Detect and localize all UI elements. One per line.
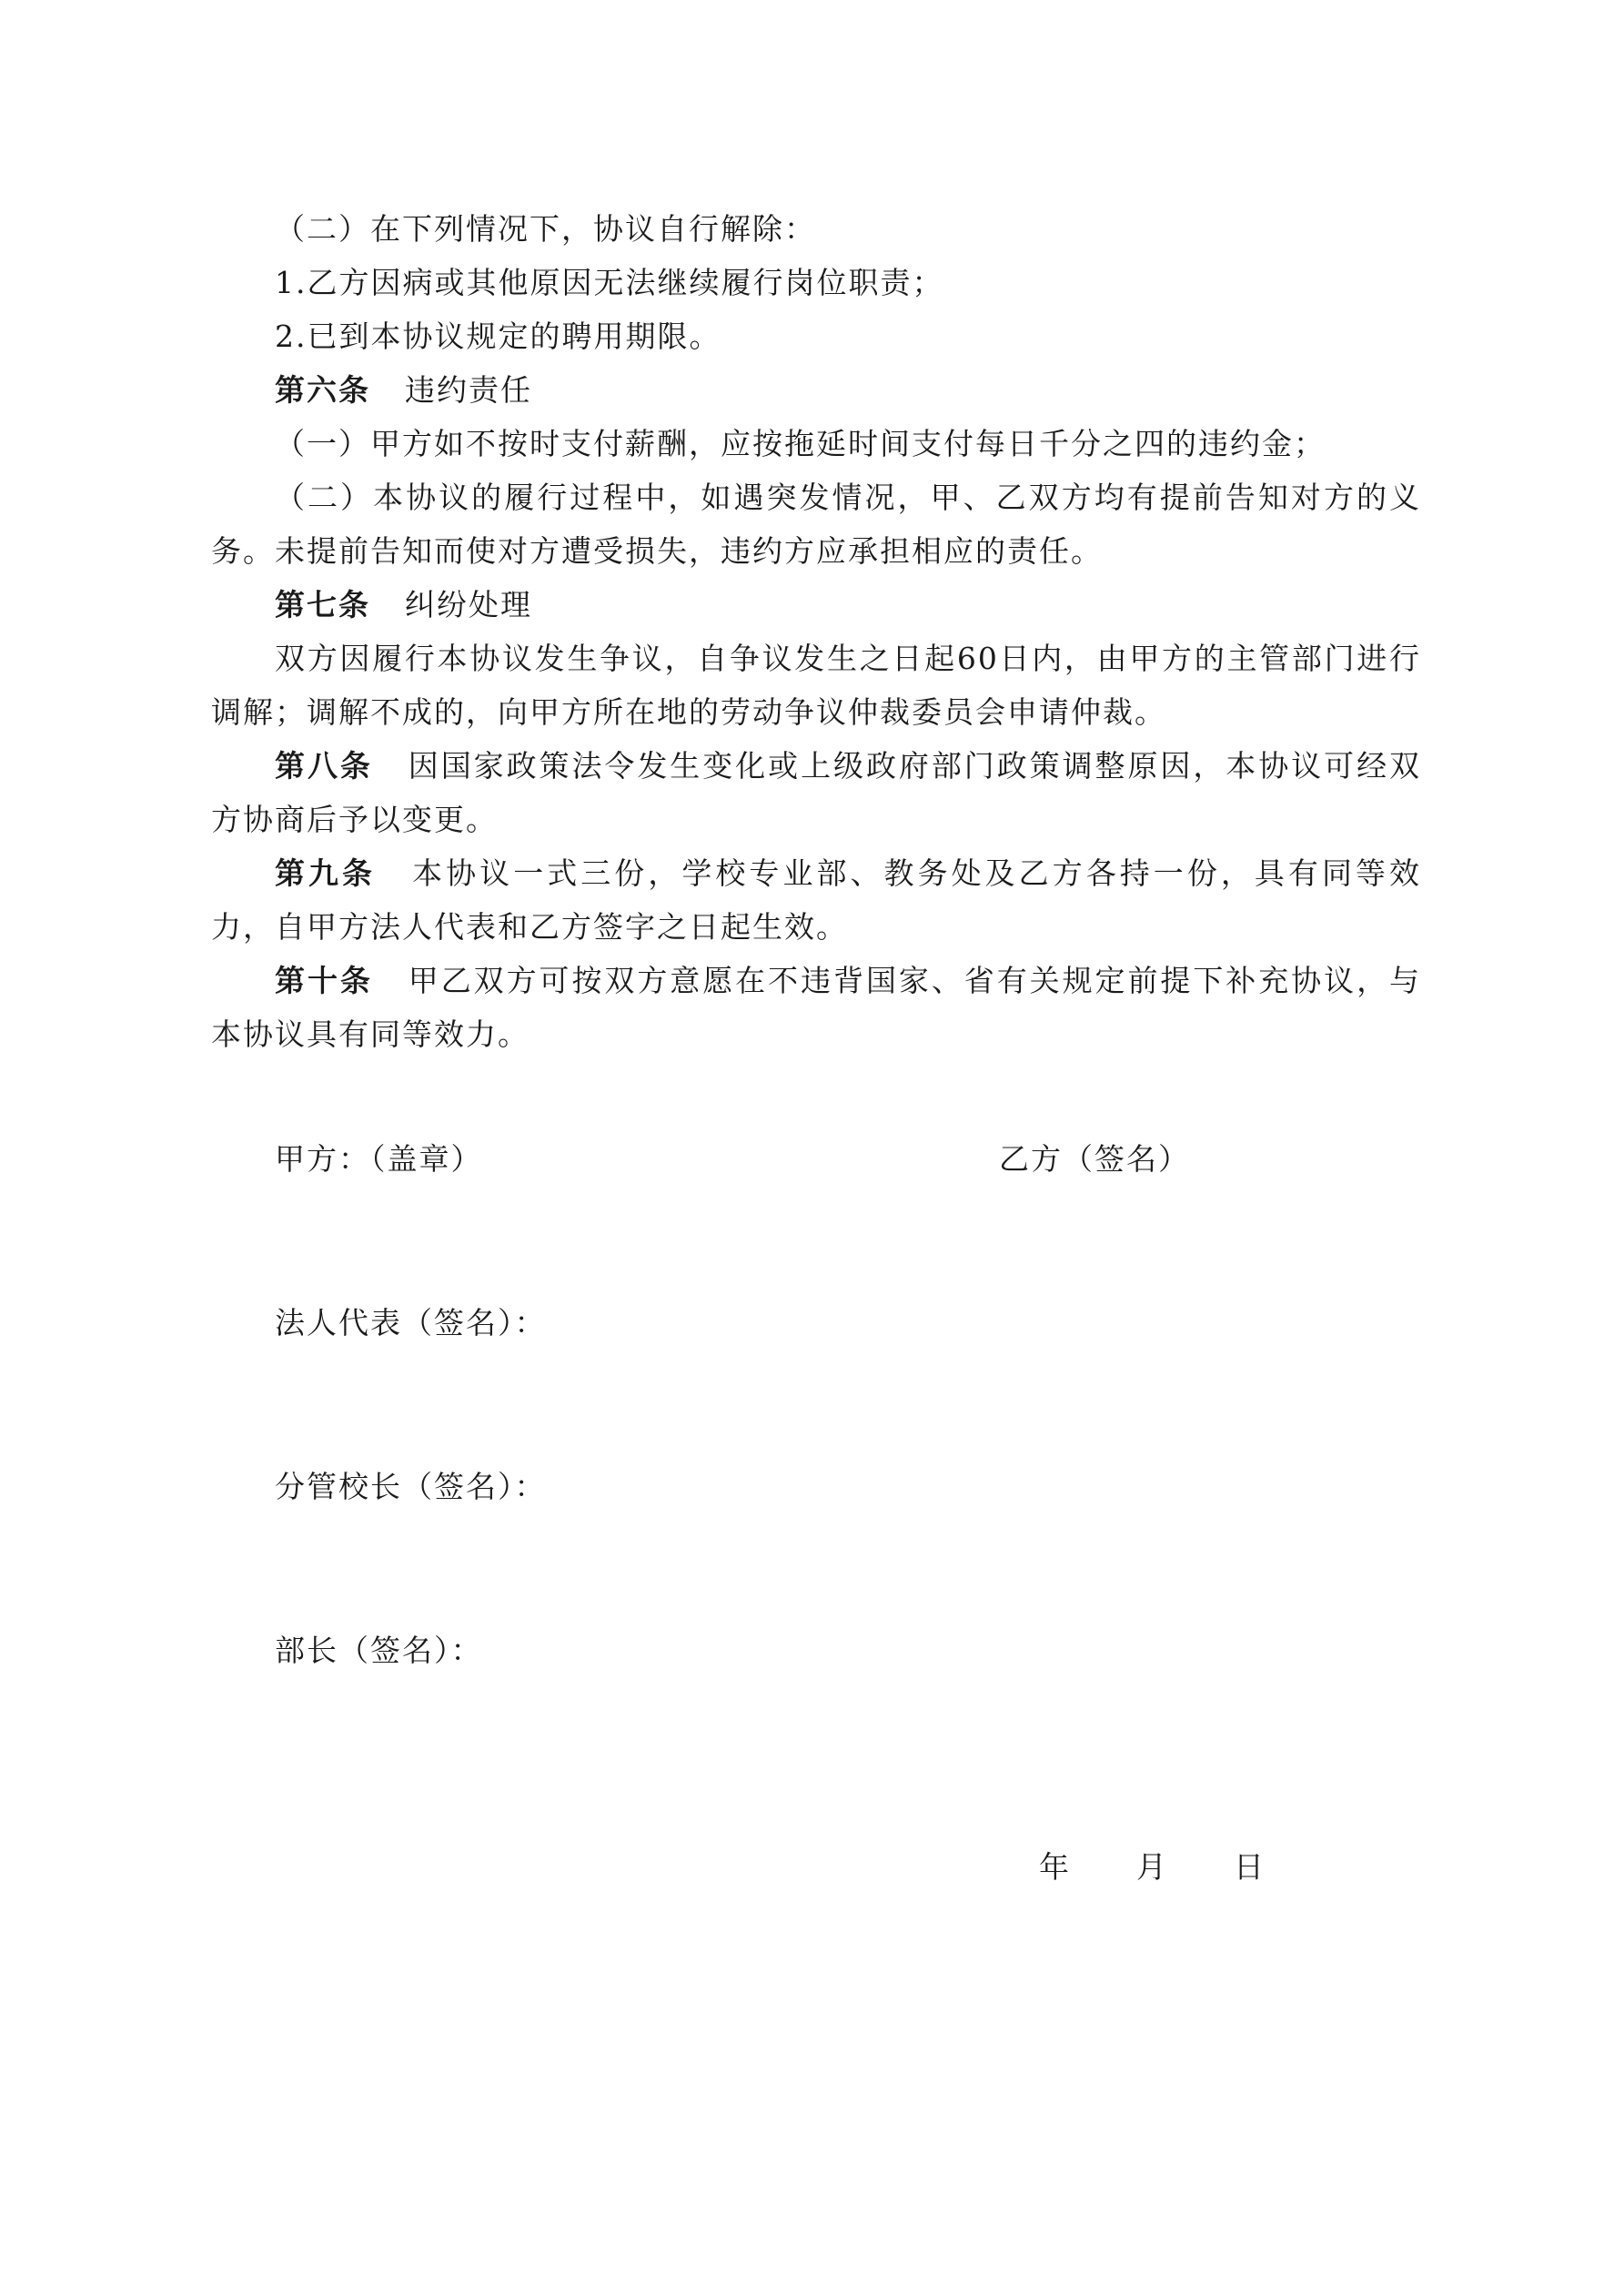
termination-item-2: 2.已到本协议规定的聘用期限。 <box>275 319 721 354</box>
date-day-label: 日 <box>1234 1849 1266 1885</box>
party-b-signature-label: 乙方（签名） <box>999 1141 1190 1177</box>
article-7-text: 双方因履行本协议发生争议，自争议发生之日起60日内，由甲方的主管部门进行调解；调解不成的，向甲方所在地的劳动争议仲裁委员会申请仲裁。 <box>211 641 1421 730</box>
article-10-text: 甲乙双方可按双方意愿在不违背国家、省有关规定前提下补充协议，与本协议具有同等效力。 <box>211 963 1422 1052</box>
clause-termination-conditions: （二）在下列情况下，协议自行解除： <box>275 211 816 247</box>
article-9-label: 第九条 <box>275 855 377 891</box>
date-month-label: 月 <box>1136 1849 1168 1885</box>
article-7-label: 第七条 <box>275 587 370 622</box>
article-6-heading <box>211 363 1421 417</box>
article-6-clause-2: （二）本协议的履行过程中，如遇突发情况，甲、乙双方均有提前告知对方的义务。未提前告知而使对方遭受损失，违约方应承担相应的责任。 <box>211 480 1421 569</box>
article-10-label: 第十条 <box>275 963 373 998</box>
article-6-label: 第六条 <box>275 372 370 408</box>
article-6-title: 违约责任 <box>405 372 532 408</box>
article-8-label: 第八条 <box>275 748 373 784</box>
article-8-text: 因国家政策法令发生变化或上级政府部门政策调整原因，本协议可经双方协商后予以变更。 <box>211 748 1422 837</box>
signing-date <box>1039 1844 1266 1886</box>
termination-item-1: 1.乙方因病或其他原因无法继续履行岗位职责； <box>275 265 944 300</box>
article-6-clause-1: （一）甲方如不按时支付薪酬，应按拖延时间支付每日千分之四的违约金； <box>275 426 1326 461</box>
article-8 <box>211 739 1421 846</box>
party-a-seal-label: 甲方：（盖章） <box>275 1141 483 1177</box>
legal-representative-signature-label: 法人代表（签名）： <box>275 1305 547 1340</box>
article-10 <box>211 954 1421 1061</box>
article-9 <box>211 846 1421 954</box>
contract-body <box>211 202 1421 1061</box>
article-7-title: 纠纷处理 <box>405 587 532 622</box>
article-9-text: 本协议一式三份，学校专业部、教务处及乙方各持一份，具有同等效力，自甲方法人代表和乙方签字之日起生效。 <box>211 855 1422 945</box>
vice-principal-signature-label: 分管校长（签名）： <box>275 1469 547 1504</box>
date-year-label: 年 <box>1039 1849 1071 1885</box>
article-7-heading <box>211 578 1421 632</box>
director-signature-label: 部长（签名）： <box>275 1633 483 1668</box>
